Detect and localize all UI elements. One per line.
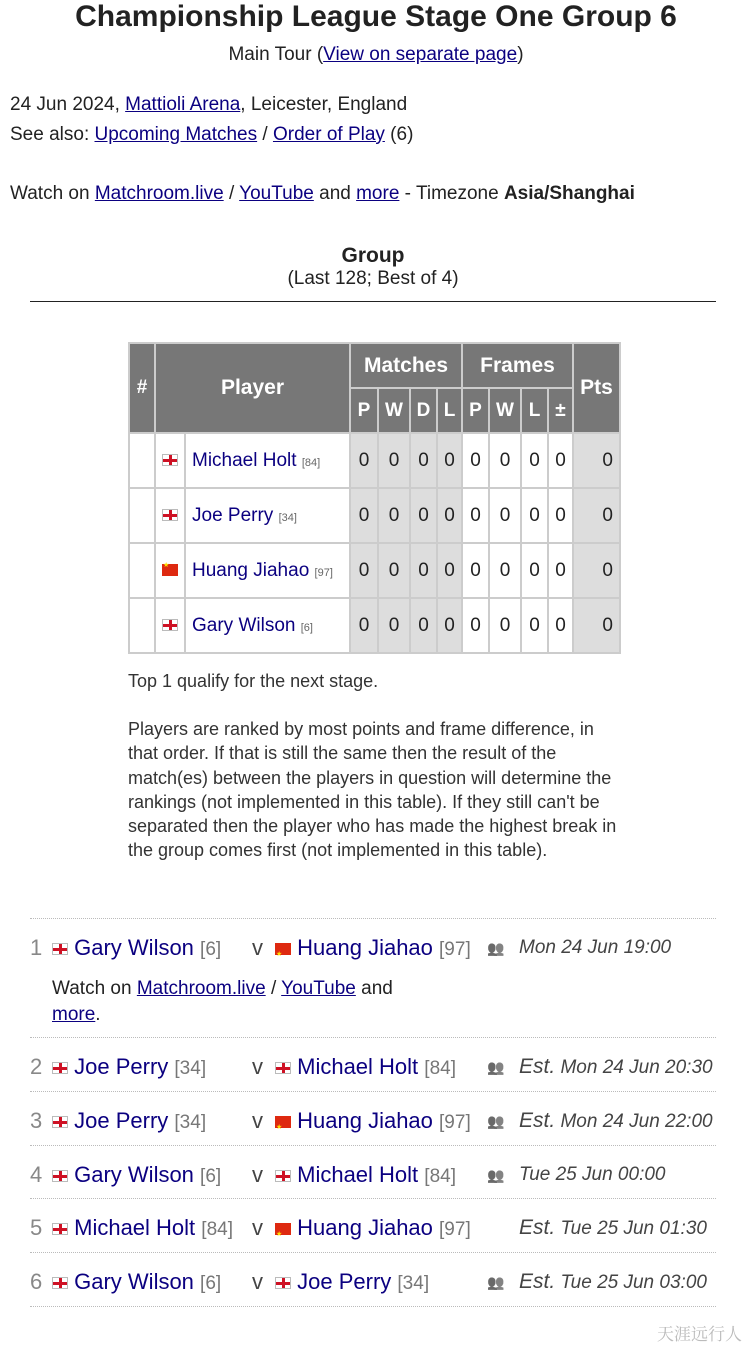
- matches-lost-cell: 0: [437, 433, 462, 488]
- player-name-link[interactable]: Joe Perry: [192, 504, 274, 526]
- match-datetime: Mon 24 Jun 22:00: [560, 1111, 713, 1132]
- player-one-name-link[interactable]: Gary Wilson: [74, 1162, 194, 1187]
- frame-diff-cell: 0: [548, 598, 573, 653]
- frames-lost-header: L: [521, 388, 548, 433]
- match-number: 4: [30, 1162, 43, 1187]
- match-number: 1: [30, 935, 43, 960]
- rank-cell: [129, 598, 155, 653]
- standings-row: [129, 598, 620, 653]
- frames-lost-cell: 0: [521, 488, 548, 543]
- upcoming-matches-link[interactable]: Upcoming Matches: [94, 124, 258, 145]
- matches-won-cell: 0: [378, 488, 410, 543]
- match-time: [519, 933, 671, 963]
- rank-cell: [129, 488, 155, 543]
- china-flag-icon: [275, 1223, 291, 1235]
- china-flag-icon: [275, 1116, 291, 1128]
- player-two-seed: [84]: [424, 1166, 456, 1187]
- player-one: [52, 933, 221, 965]
- versus-label: v: [252, 1215, 263, 1240]
- estimated-label: Est.: [519, 1055, 556, 1078]
- match-row: [30, 1106, 716, 1136]
- player-two-name-link[interactable]: Michael Holt: [297, 1162, 419, 1187]
- event-location: , Leicester, England: [240, 94, 408, 115]
- china-flag-icon: [162, 564, 178, 576]
- player-two: [275, 1213, 471, 1245]
- event-info-line: [10, 94, 407, 116]
- and-label: and: [313, 183, 357, 204]
- tour-label: Main Tour (: [228, 44, 324, 65]
- flag-cell: [155, 488, 185, 543]
- frame-diff-header: ±: [548, 388, 573, 433]
- match-datetime: Tue 25 Jun 03:00: [560, 1272, 707, 1293]
- flag-cell: [155, 543, 185, 598]
- player-one: [52, 1160, 221, 1192]
- separator: /: [257, 124, 273, 145]
- period: .: [95, 1004, 101, 1025]
- paren-close: ): [517, 44, 524, 65]
- player-one: [52, 1106, 206, 1138]
- matches-won-cell: 0: [378, 543, 410, 598]
- frame-diff-cell: 0: [548, 543, 573, 598]
- people-icon[interactable]: 👥: [487, 1167, 505, 1183]
- player-two-name-link[interactable]: Huang Jiahao: [297, 1215, 433, 1240]
- matches-drawn-cell: 0: [410, 543, 437, 598]
- match-divider: [30, 1306, 716, 1307]
- match-time: [519, 1160, 665, 1190]
- frames-header: Frames: [462, 343, 573, 388]
- player-two-seed: [34]: [397, 1273, 430, 1294]
- watch-on-label: Watch on: [10, 183, 95, 204]
- group-subtitle: (Last 128; Best of 4): [287, 268, 459, 289]
- player-name-link[interactable]: Huang Jiahao: [192, 559, 310, 581]
- frames-played-cell: 0: [462, 433, 489, 488]
- versus-label: v: [252, 1108, 263, 1133]
- match-number: 2: [30, 1054, 43, 1079]
- england-flag-icon: [52, 943, 68, 955]
- frames-won-cell: 0: [489, 488, 521, 543]
- england-flag-icon: [52, 1223, 68, 1235]
- frames-played-cell: 0: [462, 488, 489, 543]
- player-two-seed: [97]: [439, 939, 471, 960]
- frames-won-cell: 0: [489, 543, 521, 598]
- match-datetime: Mon 24 Jun 20:30: [560, 1057, 713, 1078]
- people-icon[interactable]: 👥: [487, 1113, 505, 1129]
- player-two: [275, 1267, 429, 1299]
- people-icon[interactable]: 👥: [487, 940, 505, 956]
- matches-played-cell: 0: [350, 488, 378, 543]
- match-number: 3: [30, 1108, 43, 1133]
- match-datetime: Mon 24 Jun 19:00: [519, 937, 672, 958]
- group-heading: [30, 244, 716, 290]
- estimated-label: Est.: [519, 1109, 556, 1132]
- frames-won-cell: 0: [489, 433, 521, 488]
- timezone-value: Asia/Shanghai: [503, 183, 635, 204]
- england-flag-icon: [52, 1277, 68, 1289]
- player-one: [52, 1267, 221, 1299]
- matches-lost-cell: 0: [437, 598, 462, 653]
- standings-table: [128, 342, 621, 654]
- england-flag-icon: [162, 509, 178, 521]
- player-two: [275, 1106, 471, 1138]
- separate-page-link[interactable]: View on separate page: [323, 44, 518, 65]
- player-two-name-link[interactable]: Michael Holt: [297, 1054, 419, 1079]
- match-datetime: Tue 25 Jun 00:00: [519, 1164, 666, 1185]
- player-one: [52, 1052, 206, 1084]
- matches-drawn-cell: 0: [410, 598, 437, 653]
- player-one: [52, 1213, 233, 1245]
- matches-won-cell: 0: [378, 598, 410, 653]
- ranking-rules-note: Players are ranked by most points and frame difference, in that order. If that is still the same then the result of the match(es) between the players in question will determine the rankings (not implemented in this table). If they still can't be separated then the player who has made the highest break in the group comes first (not implemented in this table).: [128, 719, 617, 861]
- player-cell: [185, 433, 350, 488]
- player-seed: [6]: [300, 621, 313, 634]
- match-datetime: Tue 25 Jun 01:30: [560, 1218, 707, 1239]
- points-header: Pts: [573, 343, 620, 433]
- player-one-seed: [34]: [174, 1112, 207, 1133]
- player-one-name-link[interactable]: Gary Wilson: [74, 1269, 194, 1294]
- standings-row: [129, 433, 620, 488]
- timezone-label: - Timezone: [399, 183, 504, 204]
- player-two: [275, 1160, 456, 1192]
- player-cell: [185, 543, 350, 598]
- england-flag-icon: [275, 1170, 291, 1182]
- match-time: [519, 1267, 707, 1298]
- standings-row: [129, 488, 620, 543]
- frames-lost-cell: 0: [521, 433, 548, 488]
- estimated-label: Est.: [519, 1216, 556, 1239]
- player-one-name-link[interactable]: Joe Perry: [74, 1108, 169, 1133]
- frame-diff-cell: 0: [548, 488, 573, 543]
- watermark: 天涯远行人: [657, 1325, 742, 1344]
- player-two-name-link[interactable]: Huang Jiahao: [297, 1108, 433, 1133]
- matches-lost-cell: 0: [437, 488, 462, 543]
- frames-played-cell: 0: [462, 543, 489, 598]
- points-cell: 0: [573, 488, 620, 543]
- match-row: [30, 1160, 716, 1190]
- player-two: [275, 933, 471, 965]
- matches-played-header: P: [350, 388, 378, 433]
- see-also-label: See also:: [10, 124, 95, 145]
- separator: /: [265, 978, 282, 999]
- order-of-play-link[interactable]: Order of Play: [272, 124, 385, 145]
- match-row: [30, 933, 716, 963]
- rank-cell: [129, 543, 155, 598]
- order-count: (6): [384, 124, 414, 145]
- match-number: 6: [30, 1269, 43, 1294]
- venue-link[interactable]: Mattioli Arena: [125, 94, 241, 115]
- versus-label: v: [252, 1054, 263, 1079]
- player-one-seed: [84]: [201, 1219, 233, 1240]
- matches-played-cell: 0: [350, 543, 378, 598]
- england-flag-icon: [162, 619, 178, 631]
- england-flag-icon: [52, 1062, 68, 1074]
- england-flag-icon: [52, 1170, 68, 1182]
- youtube-link[interactable]: YouTube: [239, 183, 314, 204]
- people-icon[interactable]: 👥: [487, 1059, 505, 1075]
- player-one-name-link[interactable]: Joe Perry: [74, 1054, 169, 1079]
- flag-cell: [155, 433, 185, 488]
- player-one-seed: [6]: [200, 1166, 222, 1187]
- see-also-line: [10, 124, 413, 146]
- match-time: [519, 1213, 707, 1244]
- matches-played-cell: 0: [350, 598, 378, 653]
- player-one-seed: [6]: [200, 939, 222, 960]
- match-time: [519, 1106, 713, 1137]
- frames-played-header: P: [462, 388, 489, 433]
- event-date: 24 Jun 2024,: [10, 94, 126, 115]
- matches-won-cell: 0: [378, 433, 410, 488]
- match-divider: [30, 1091, 716, 1092]
- player-two: [275, 1052, 456, 1084]
- standings-row: [129, 543, 620, 598]
- matches-drawn-header: D: [410, 388, 437, 433]
- china-flag-icon: [275, 943, 291, 955]
- matches-drawn-cell: 0: [410, 433, 437, 488]
- points-cell: 0: [573, 598, 620, 653]
- versus-label: v: [252, 935, 263, 960]
- england-flag-icon: [162, 454, 178, 466]
- player-cell: [185, 598, 350, 653]
- frame-diff-cell: 0: [548, 433, 573, 488]
- player-cell: [185, 488, 350, 543]
- matchroom-link[interactable]: Matchroom.live: [136, 978, 266, 999]
- matches-lost-cell: 0: [437, 543, 462, 598]
- rank-header: #: [129, 343, 155, 433]
- divider: [30, 301, 716, 302]
- flag-cell: [155, 598, 185, 653]
- match-number: 5: [30, 1215, 43, 1240]
- player-seed: [34]: [278, 511, 297, 524]
- england-flag-icon: [52, 1116, 68, 1128]
- player-two-seed: [84]: [424, 1058, 456, 1079]
- match-row: [30, 1213, 716, 1243]
- player-two-name-link[interactable]: Huang Jiahao: [297, 935, 433, 960]
- frames-won-header: W: [489, 388, 521, 433]
- people-icon[interactable]: 👥: [487, 1274, 505, 1290]
- player-header: Player: [155, 343, 350, 433]
- frames-lost-cell: 0: [521, 598, 548, 653]
- matches-played-cell: 0: [350, 433, 378, 488]
- match-divider: [30, 1252, 716, 1253]
- versus-label: v: [252, 1269, 263, 1294]
- youtube-link[interactable]: YouTube: [281, 978, 356, 999]
- player-one-seed: [6]: [200, 1273, 222, 1294]
- separator: /: [223, 183, 240, 204]
- matches-won-header: W: [378, 388, 410, 433]
- match-divider: [30, 1037, 716, 1038]
- match-row: [30, 1052, 716, 1082]
- watch-on-label: Watch on: [52, 978, 137, 999]
- player-two-seed: [97]: [439, 1112, 471, 1133]
- england-flag-icon: [275, 1277, 291, 1289]
- rank-cell: [129, 433, 155, 488]
- and-label: and: [355, 978, 393, 999]
- versus-label: v: [252, 1162, 263, 1187]
- group-title: Group: [341, 244, 405, 267]
- player-one-name-link[interactable]: Michael Holt: [74, 1215, 196, 1240]
- page-subtitle: [0, 44, 752, 66]
- player-seed: [84]: [301, 456, 321, 469]
- estimated-label: Est.: [519, 1270, 556, 1293]
- more-link[interactable]: more: [356, 183, 400, 204]
- match-divider: [30, 1198, 716, 1199]
- more-link[interactable]: more: [52, 1004, 96, 1025]
- match-divider: [30, 918, 716, 919]
- player-seed: [97]: [314, 566, 333, 579]
- frames-lost-cell: 0: [521, 543, 548, 598]
- england-flag-icon: [275, 1062, 291, 1074]
- player-name-link[interactable]: Gary Wilson: [192, 614, 296, 636]
- match-row: [30, 1267, 716, 1297]
- page-title: Championship League Stage One Group 6: [75, 0, 677, 33]
- player-two-seed: [97]: [439, 1219, 471, 1240]
- matches-header: Matches: [350, 343, 462, 388]
- player-one-name-link[interactable]: Gary Wilson: [74, 935, 194, 960]
- watch-line: [10, 183, 635, 205]
- frames-played-cell: 0: [462, 598, 489, 653]
- match-time: [519, 1052, 713, 1083]
- matches-lost-header: L: [437, 388, 462, 433]
- qualify-note: Top 1 qualify for the next stage.: [128, 671, 379, 691]
- player-one-seed: [34]: [174, 1058, 207, 1079]
- matches-drawn-cell: 0: [410, 488, 437, 543]
- player-name-link[interactable]: Michael Holt: [192, 449, 297, 471]
- frames-won-cell: 0: [489, 598, 521, 653]
- points-cell: 0: [573, 543, 620, 598]
- match-one-watch-note: [52, 976, 432, 1028]
- match-divider: [30, 1145, 716, 1146]
- player-two-name-link[interactable]: Joe Perry: [297, 1269, 392, 1294]
- matchroom-link[interactable]: Matchroom.live: [94, 183, 224, 204]
- points-cell: 0: [573, 433, 620, 488]
